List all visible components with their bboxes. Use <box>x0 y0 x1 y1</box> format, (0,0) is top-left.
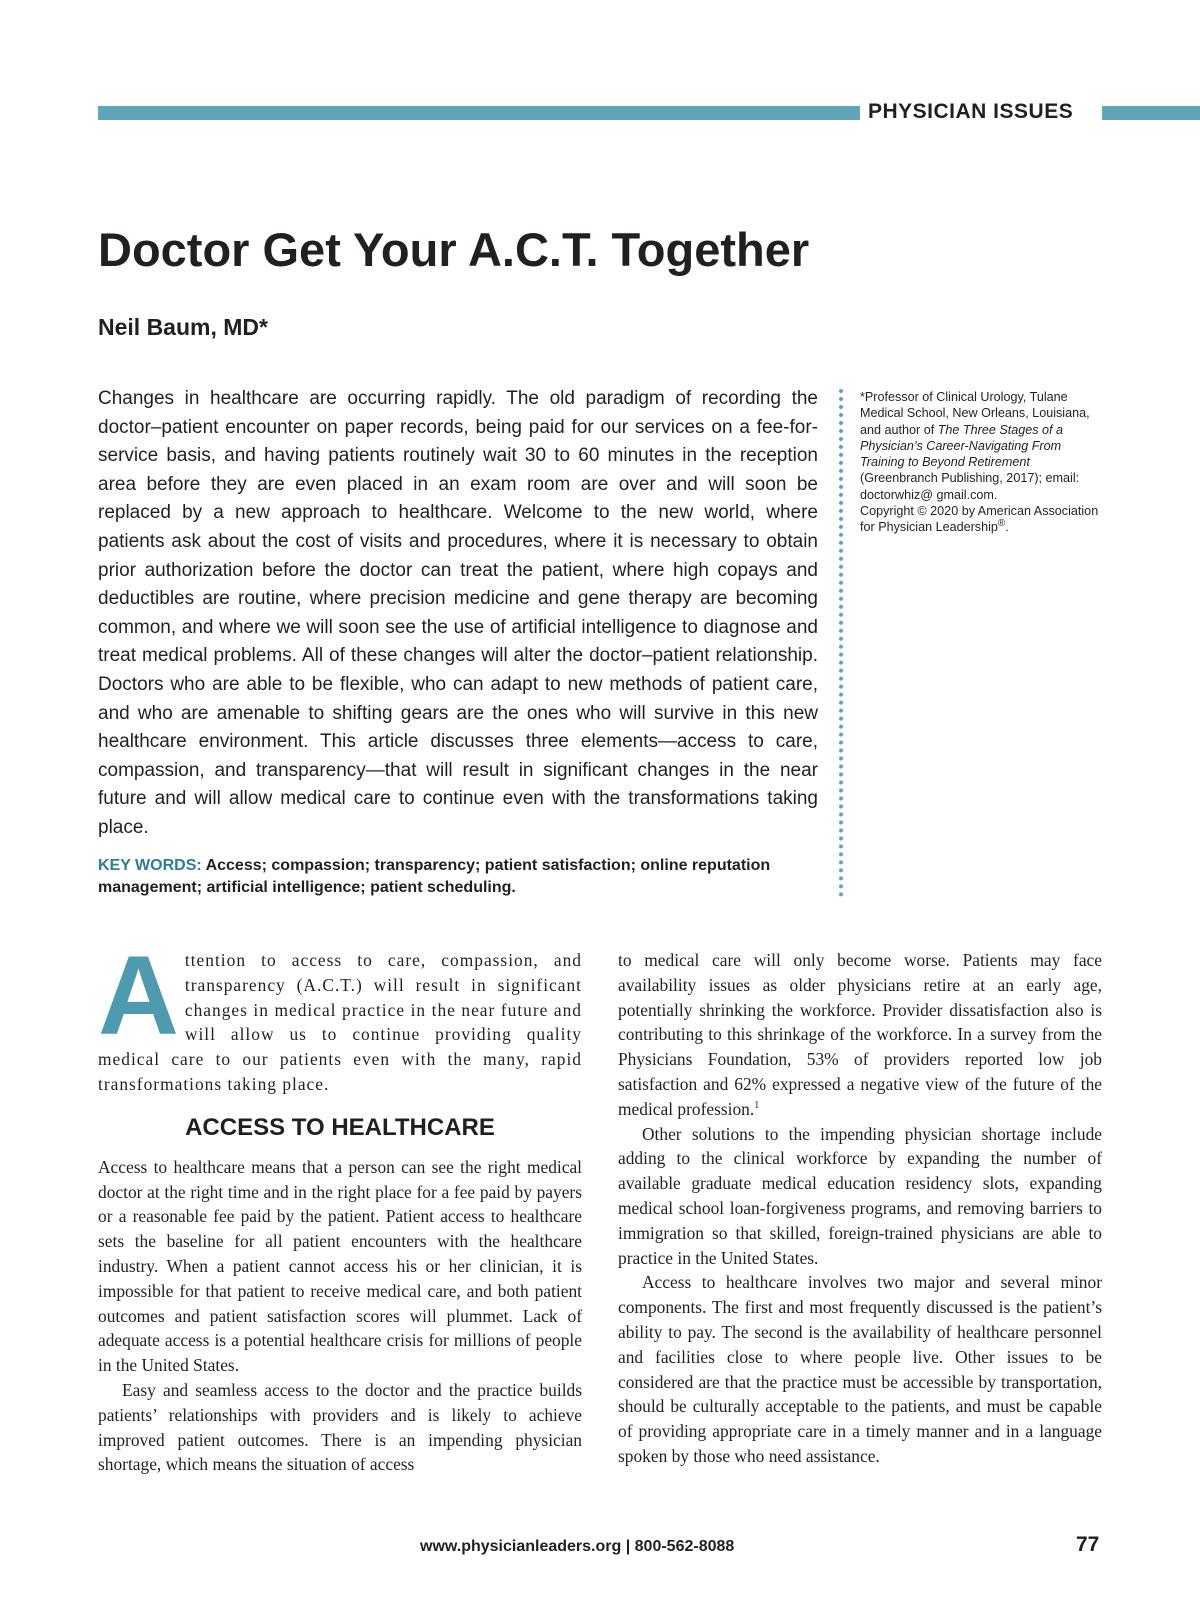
footnote-affiliation: *Professor of Clinical Urology, Tulane Medical School, New Orleans, Louisiana, and author of <box>860 390 1090 437</box>
footer-website[interactable]: www.physicianleaders.org <box>420 1538 622 1555</box>
body-column-right <box>618 948 1102 1469</box>
footnote-period: . <box>1005 520 1009 535</box>
footnote-publisher: (Greenbranch Publishing, 2017); email: doctorwhiz@ gmail.com. <box>860 471 1080 502</box>
header-rule-left <box>98 106 860 120</box>
intro-text: ttention to access to care, compassion, and transparency (A.C.T.) will result in significant changes in medical practice in the near future and will allow us to continue providing quality medical care to our patients even with the many, rapid transformations taking place. <box>98 950 582 1094</box>
abstract: Changes in healthcare are occurring rapidly. The old paradigm of recording the doctor–patient encounter on paper records, being paid for our services on a fee-for-service basis, and having patients routinely wait 30 to 60 minutes in the reception area before they are even placed in an exam room are over and will soon be replaced by a new approach to healthcare. Welcome to the new world, where patients ask about the cost of visits and procedures, where it is necessary to obtain prior authorization before the doctor can treat the patient, where high copays and deductibles are routine, where precision medicine and gene therapy are becoming common, and where we will soon see the use of artificial intelligence to diagnose and treat medical problems. All of these changes will alter the doctor–patient relationship. Doctors who are able to be flexible, who can adapt to new methods of patient care, and who are amenable to shifting gears are the ones who will survive in this new healthcare environment. This article discusses three elements—access to care, compassion, and transparency—that will result in significant changes in the near future and will allow medical care to continue even with the transformations taking place. <box>98 388 818 838</box>
drop-cap: A <box>98 933 179 1058</box>
page-number: 77 <box>1076 1533 1100 1556</box>
intro-paragraph <box>98 933 582 1097</box>
footer <box>420 1538 734 1556</box>
body-paragraph: Access to healthcare involves two major and several minor components. The first and most frequently discussed is the patient’s ability to pay. The second is the availability of healthcare personnel and facilities close to where people live. Other issues to be considered are that the practice must be accessible by transportation, should be culturally acceptable to the patients, and must be capable of providing appropriate care in a timely manner and in a language spoken by those who need assistance. <box>618 1272 1102 1466</box>
section-label: PHYSICIAN ISSUES <box>868 100 1074 123</box>
section-heading-access: ACCESS TO HEALTHCARE <box>185 1113 495 1141</box>
footnote-copyright: Copyright © 2020 by American Association for Physician Leadership <box>860 504 1099 535</box>
author-footnote <box>860 389 1100 536</box>
body-paragraph <box>618 948 1102 1122</box>
footer-phone: 800-562-8088 <box>634 1538 735 1555</box>
footer-separator: | <box>625 1538 631 1555</box>
body-paragraph: Other solutions to the impending physician shortage include adding to the clinical workforce by expanding the number of available graduate medical education residency slots, expanding medical school loan-forgiveness programs, and removing barriers to immigration so that skilled, foreign-trained physicians are able to practice in the United States. <box>618 1123 1102 1268</box>
footnote-book-title: The Three Stages of a Physician’s Career-Navigating From Training to Beyond Retirement <box>860 422 1064 470</box>
reference-marker: 1 <box>754 1099 760 1111</box>
dotted-divider <box>839 389 843 897</box>
keywords <box>98 855 818 899</box>
header-rule-right <box>1102 106 1200 120</box>
body-paragraph: Access to healthcare means that a person can see the right medical doctor at the right time and in the right place for a fee paid by payers or a reasonable fee paid by the patient. Patient access to healthcare sets the baseline for all patient encounters with the healthcare industry. When a patient cannot access his or her clinician, it is impossible for that patient to receive medical care, and both patient outcomes and patient satisfaction scores will plummet. Lack of adequate access is a potential healthcare crisis for millions of people in the United States. <box>98 1156 582 1376</box>
article-author: Neil Baum, MD* <box>98 314 268 340</box>
article-title: Doctor Get Your A.C.T. Together <box>98 223 810 276</box>
keywords-list: Access; compassion; transparency; patient satisfaction; online reputation management; artificial intelligence; patient scheduling. <box>98 857 771 896</box>
body-paragraph-text: to medical care will only become worse. Patients may face availability issues as older physicians retire at an early age, potentially shrinking the workforce. Provider dissatisfaction also is contributing to this shrinkage of the workforce. In a survey from the Physicians Foundation, 53% of providers reported low job satisfaction and 62% expressed a negative view of the future of the medical profession. <box>618 950 1102 1119</box>
body-paragraph: Easy and seamless access to the doctor and the practice builds patients’ relationships with providers and is likely to achieve improved patient outcomes. There is an impending physician shortage, which means the situation of access <box>98 1379 582 1475</box>
registered-mark: ® <box>997 518 1006 530</box>
body-column-left <box>98 933 582 1477</box>
keywords-label: KEY WORDS: <box>98 857 202 874</box>
